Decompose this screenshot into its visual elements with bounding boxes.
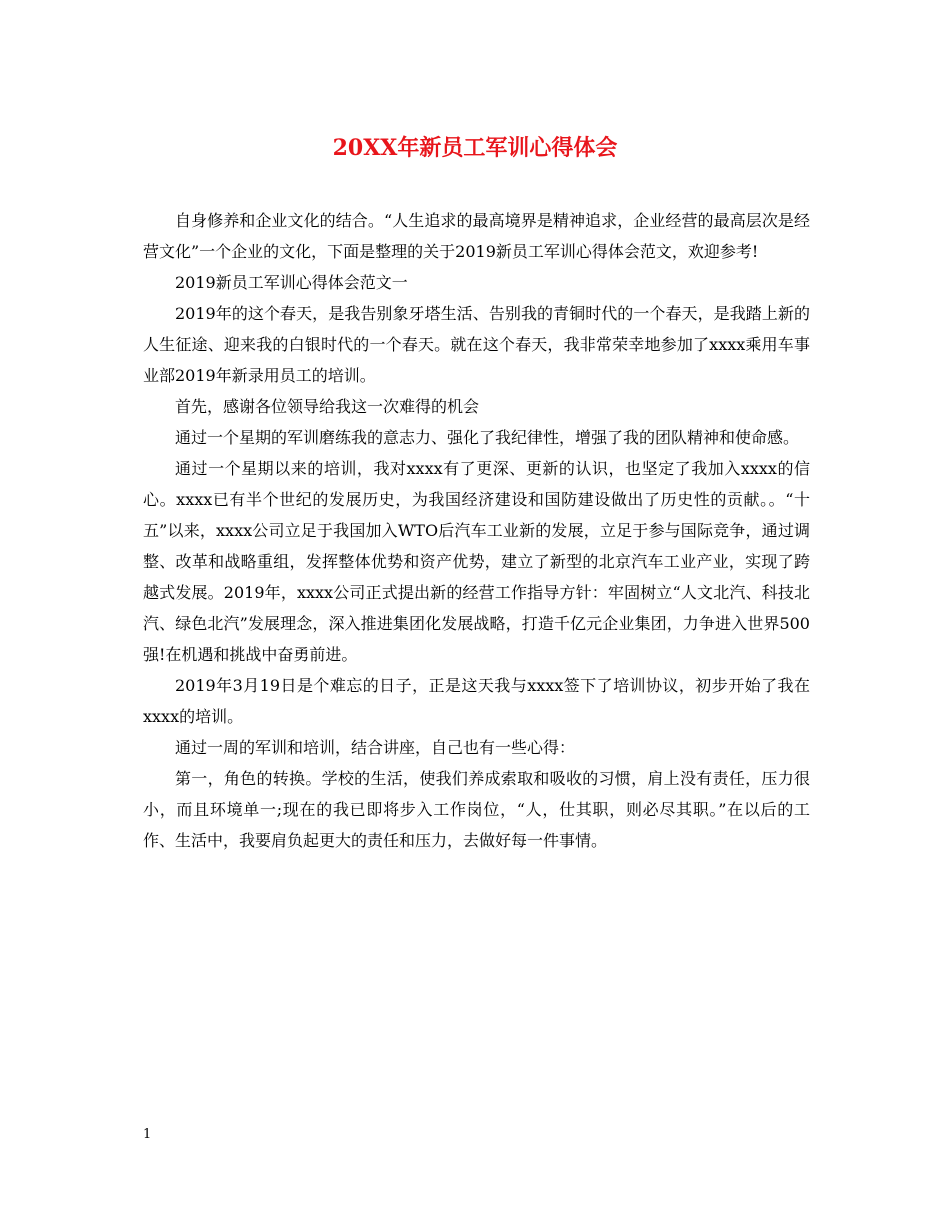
- paragraph-military-training: 通过一个星期的军训磨练我的意志力、强化了我纪律性，增强了我的团队精神和使命感。: [175, 428, 800, 447]
- paragraph-insights-intro: 通过一周的军训和培训，结合讲座，自己也有一些心得：: [175, 738, 576, 757]
- paragraph-thanks: 首先，感谢各位领导给我这一次难得的机会: [175, 397, 480, 416]
- document-body: [143, 205, 810, 856]
- paragraph-role-change: 第一，角色的转换。学校的生活，使我们养成索取和吸收的习惯，肩上没有责任，压力很小，而且环境单一;现在的我已即将步入工作岗位，“人，仕其职，则必尽其职。”在以后的工作、生活中，我要肩负起更大的责任和压力，去做好每一件事情。: [143, 769, 810, 850]
- paragraph-company-history: 通过一个星期以来的培训，我对xxxx有了更深、更新的认识，也坚定了我加入xxxx的信心。xxxx已有半个世纪的发展历史，为我国经济建设和国防建设做出了历史性的贡献。。“十五”以来，xxxx公司立足于我国加入WTO后汽车工业新的发展，立足于参与国际竞争，通过调整、改革和战略重组，发挥整体优势和资产优势，建立了新型的北京汽车工业产业，实现了跨越式发展。2019年，xxxx公司正式提出新的经营工作指导方针：牢固树立“人文北汽、科技北汽、绿色北汽”发展理念，深入推进集团化发展战略，打造千亿元企业集团，力争进入世界500强!在机遇和挑战中奋勇前进。: [143, 459, 810, 664]
- paragraph-spring: 2019年的这个春天，是我告别象牙塔生活、告别我的青铜时代的一个春天，是我踏上新的人生征途、迎来我的白银时代的一个春天。就在这个春天，我非常荣幸地参加了xxxx乘用车事业部2019年新录用员工的培训。: [143, 304, 810, 385]
- paragraph-agreement-date: 2019年3月19日是个难忘的日子，正是这天我与xxxx签下了培训协议，初步开始了我在xxxx的培训。: [143, 676, 810, 726]
- page-number: 1: [143, 1127, 152, 1142]
- paragraph-intro: 自身修养和企业文化的结合。“人生追求的最高境界是精神追求，企业经营的最高层次是经营文化”一个企业的文化，下面是整理的关于2019新员工军训心得体会范文，欢迎参考!: [143, 211, 810, 261]
- document-title: 20XX年新员工军训心得体会: [332, 135, 618, 161]
- paragraph-subheading: 2019新员工军训心得体会范文一: [175, 273, 408, 292]
